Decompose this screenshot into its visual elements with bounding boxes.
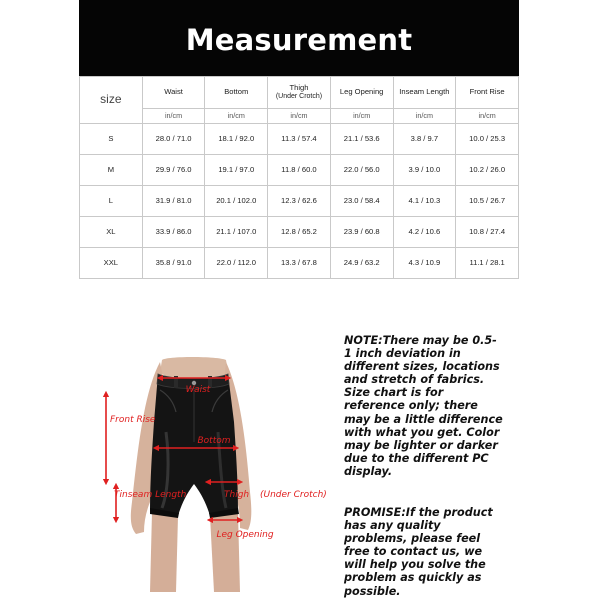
table-cell: 24.9 / 63.2 — [330, 248, 393, 279]
column-label: Leg Opening — [339, 87, 384, 97]
shorts-measurement-figure — [100, 352, 340, 592]
table-cell: 10.5 / 26.7 — [456, 186, 519, 217]
page-title: Measurement — [185, 23, 413, 57]
table-cell: 28.0 / 71.0 — [142, 124, 205, 155]
front-rise-label: Front Rise — [110, 415, 156, 425]
waist-label: Waist — [185, 385, 211, 395]
table-cell: 29.9 / 76.0 — [142, 155, 205, 186]
column-header-thigh — [268, 77, 331, 109]
table-cell: 4.3 / 10.9 — [393, 248, 456, 279]
unit-cell: in/cm — [268, 109, 331, 124]
shorts-illustration — [100, 352, 340, 592]
column-label: Thigh — [289, 83, 309, 93]
size-chart-table — [79, 76, 519, 279]
table-cell: 23.9 / 60.8 — [330, 217, 393, 248]
table-cell: 18.1 / 92.0 — [205, 124, 268, 155]
size-cell: S — [80, 124, 143, 155]
unit-row — [80, 109, 519, 124]
column-header-inseam — [393, 77, 456, 109]
column-header-waist — [142, 77, 205, 109]
title-banner — [79, 0, 519, 76]
table-cell: 35.8 / 91.0 — [142, 248, 205, 279]
unit-cell: in/cm — [330, 109, 393, 124]
table-cell: 11.3 / 57.4 — [268, 124, 331, 155]
deviation-note: NOTE:There may be 0.5-1 inch deviation in different sizes, locations and stretch of fabrics. Size chart is for reference only; there may be a little difference with what you get. Color may be lighter or darker due to the different PC display. — [344, 334, 503, 478]
table-cell: 13.3 / 67.8 — [268, 248, 331, 279]
table-cell: 11.8 / 60.0 — [268, 155, 331, 186]
table-cell: 10.8 / 27.4 — [456, 217, 519, 248]
thigh-sublabel: (Under Crotch) — [260, 490, 327, 500]
table-cell: 22.0 / 56.0 — [330, 155, 393, 186]
table-row — [80, 217, 519, 248]
unit-cell: in/cm — [456, 109, 519, 124]
promise-note: PROMISE:If the product has any quality problems, please feel free to contact us, we will help you solve the problem as quickly as possible. — [344, 506, 493, 598]
column-label: Bottom — [224, 87, 249, 97]
right-leg — [210, 512, 240, 592]
table-cell: 23.0 / 58.4 — [330, 186, 393, 217]
table-cell: 11.1 / 28.1 — [456, 248, 519, 279]
table-cell: 33.9 / 86.0 — [142, 217, 205, 248]
leg-opening-label: Leg Opening — [216, 530, 274, 540]
table-cell: 20.1 / 102.0 — [205, 186, 268, 217]
column-label: Waist — [164, 87, 183, 97]
size-cell: XXL — [80, 248, 143, 279]
column-header-front-rise — [456, 77, 519, 109]
table-header-row — [80, 77, 519, 109]
column-sublabel: (Under Crotch) — [275, 92, 323, 100]
left-leg — [150, 512, 178, 592]
size-cell: M — [80, 155, 143, 186]
table-cell: 22.0 / 112.0 — [205, 248, 268, 279]
table-cell: 4.2 / 10.6 — [393, 217, 456, 248]
size-cell: L — [80, 186, 143, 217]
table-cell: 3.8 / 9.7 — [393, 124, 456, 155]
table-cell: 12.8 / 65.2 — [268, 217, 331, 248]
table-cell: 10.2 / 26.0 — [456, 155, 519, 186]
bottom-label: Bottom — [197, 436, 231, 446]
thigh-label: Thigh — [224, 490, 250, 500]
table-cell: 3.9 / 10.0 — [393, 155, 456, 186]
table-row — [80, 124, 519, 155]
column-header-leg-opening — [330, 77, 393, 109]
table-cell: 21.1 / 107.0 — [205, 217, 268, 248]
table-cell: 4.1 / 10.3 — [393, 186, 456, 217]
table-row — [80, 186, 519, 217]
size-column-header: size — [80, 77, 143, 124]
table-cell: 12.3 / 62.6 — [268, 186, 331, 217]
table-cell: 31.9 / 81.0 — [142, 186, 205, 217]
unit-cell: in/cm — [393, 109, 456, 124]
column-label: Front Rise — [469, 87, 505, 97]
unit-cell: in/cm — [205, 109, 268, 124]
column-label: Inseam Length — [399, 87, 450, 97]
table-cell: 10.0 / 25.3 — [456, 124, 519, 155]
column-header-bottom — [205, 77, 268, 109]
size-cell: XL — [80, 217, 143, 248]
inseam-label: Tinseam Length — [114, 490, 187, 500]
table-row — [80, 155, 519, 186]
table-cell: 21.1 / 53.6 — [330, 124, 393, 155]
table-row — [80, 248, 519, 279]
unit-cell: in/cm — [142, 109, 205, 124]
table-cell: 19.1 / 97.0 — [205, 155, 268, 186]
